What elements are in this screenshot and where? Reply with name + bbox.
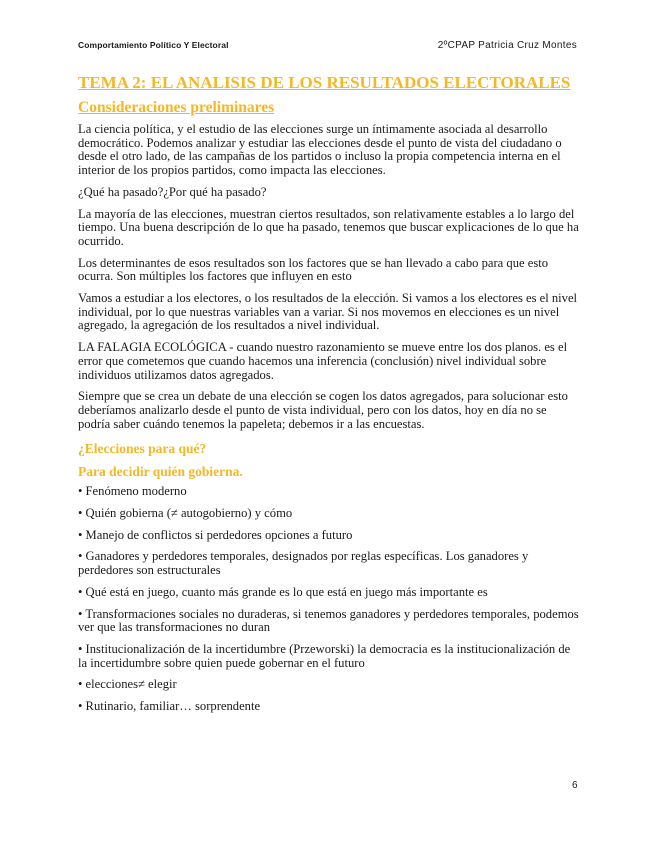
header-author: 2ºCPAP Patricia Cruz Montes [437, 40, 577, 51]
list-item: • Ganadores y perdedores temporales, designados por reglas específicas. Los ganadores y perdedores son estructurales [78, 549, 529, 578]
subheading-decidir: Para decidir quién gobierna. [78, 464, 243, 480]
paragraph: ¿Qué ha pasado?¿Por qué ha pasado? [78, 184, 267, 199]
paragraph: LA FALAGIA ECOLÓGICA - cuando nuestro razonamiento se mueve entre los dos planos. es el error que cometemos que cuando hacemos una inferencia (conclusión) nivel individual sobre individuos utilizamos datos agregados. [78, 340, 568, 382]
list-item: • Fenómeno moderno [78, 484, 187, 499]
list-item: • Transformaciones sociales no duraderas, si tenemos ganadores y perdedores temporales, podemos ver que las transformaciones no duran [78, 606, 579, 635]
list-item: • Rutinario, familiar… sorprendente [78, 699, 261, 714]
paragraph: La ciencia política, y el estudio de las elecciones surge un íntimamente asociada al desarrollo democrático. Podemos analizar y estudiar las elecciones desde el punto de vista del ciudadano o desde el otro lado, de las campañas de los partidos o incluso la propia competencia interna en el interior de los propios partidos, como impacta las elecciones. [78, 122, 562, 178]
paragraph: Vamos a estudiar a los electores, o los resultados de la elección. Si vamos a los electores es el nivel individual, por lo que nuestras variables van a variar. Si nos movemos en elecciones es un nivel agregado, la agregación de los resultados a nivel individual. [78, 291, 578, 333]
paragraph: La mayoría de las elecciones, muestran ciertos resultados, son relativamente estables a lo largo del tiempo. Una buena descripción de lo que ha pasado, tenemos que buscar explicaciones de lo que ha ocurrido. [78, 206, 579, 248]
section-heading-preliminares: Consideraciones preliminares [78, 99, 275, 116]
paragraph: Los determinantes de esos resultados son los factores que se han llevado a cabo para que esto ocurra. Son múltiples los factores que influyen en esto [78, 255, 549, 284]
bullet-list [78, 485, 580, 713]
list-item: • elecciones≠ elegir [78, 677, 177, 692]
chapter-title: TEMA 2: EL ANALISIS DE LOS RESULTADOS ELECTORALES [78, 73, 571, 92]
page-number: 6 [572, 780, 578, 791]
header-course-title: Comportamiento Político Y Electoral [78, 40, 229, 50]
section-heading-elecciones: ¿Elecciones para qué? [78, 441, 207, 457]
list-item: • Quién gobierna (≠ autogobierno) y cómo [78, 506, 293, 521]
list-item: • Qué está en juego, cuanto más grande es lo que está en juego más importante es [78, 584, 488, 599]
list-item: • Manejo de conflictos si perdedores opciones a futuro [78, 527, 353, 542]
list-item: • Institucionalización de la incertidumbre (Przeworski) la democracia es la institucionalización de la incertidumbre sobre quien puede gobernar en el futuro [78, 641, 571, 670]
paragraph: Siempre que se crea un debate de una elección se cogen los datos agregados, para solucionar esto deberíamos analizarlo desde el punto de vista individual, pero con los datos, hoy en día no se podría saber cuándo tenemos la papeleta; debemos ir a las encuestas. [78, 389, 568, 431]
page-content [78, 72, 580, 722]
